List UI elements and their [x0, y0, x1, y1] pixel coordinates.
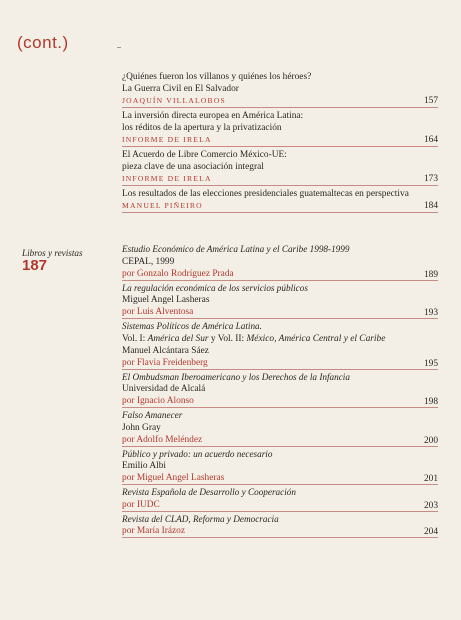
book-title: Sistemas Políticos de América Latina.	[122, 321, 262, 331]
toc-page-number: 173	[423, 174, 438, 184]
reviewer-row	[122, 434, 438, 447]
reviewer-row	[122, 499, 438, 512]
book-entry[interactable]	[122, 410, 438, 447]
toc-entry[interactable]	[122, 149, 438, 186]
volume-prefix: Vol. I:	[122, 333, 148, 344]
book-title: El Ombudsman Iberoamericano y los Derechos de la Infancia	[122, 371, 350, 382]
book-page-number: 189	[423, 269, 438, 280]
toc-title-line: La inversión directa europea en América Latina:	[122, 111, 304, 121]
book-page-number: 200	[423, 435, 438, 446]
book-author: John Gray	[122, 422, 161, 433]
toc-title-line: La Guerra Civil en El Salvador	[122, 84, 239, 94]
volume-two-title: México, América Central y el Caribe	[246, 333, 386, 344]
reviewer: por Miguel Angel Lasheras	[122, 473, 225, 483]
section-label: Libros y revistas	[22, 248, 83, 258]
reviewer-row	[122, 525, 438, 538]
book-entry[interactable]	[122, 487, 438, 512]
book-title: Revista del CLAD, Reforma y Democracia	[122, 513, 279, 524]
book-page-number: 203	[423, 500, 438, 511]
toc-page-number: 157	[423, 96, 438, 106]
book-page-number: 198	[423, 397, 438, 407]
book-page-number: 204	[423, 527, 438, 537]
toc-entry[interactable]	[122, 110, 438, 147]
reviewer-row	[122, 357, 438, 370]
book-title: Estudio Económico de América Latina y el Caribe 1998-1999	[122, 244, 350, 254]
volume-one-title: América del Sur	[147, 333, 209, 344]
book-review-list	[122, 244, 438, 539]
toc-author-row	[122, 134, 438, 147]
toc-title-line: El Acuerdo de Libre Comercio México-UE:	[122, 150, 287, 160]
reviewer: por Ignacio Alonso	[122, 396, 194, 406]
toc-title-line: pieza clave de una asociación integral	[122, 162, 264, 172]
book-entry[interactable]	[122, 244, 438, 281]
book-author: Manuel Alcántara Sáez	[122, 345, 209, 356]
book-author: CEPAL, 1999	[122, 256, 175, 267]
toc-author-row	[122, 200, 438, 213]
reviewer-row	[122, 268, 438, 281]
toc-author: MANUEL PIÑEIRO	[122, 201, 203, 210]
reviewer: por Luis Alventosa	[122, 307, 194, 317]
book-page-number: 201	[423, 474, 438, 484]
reviewer-row	[122, 395, 438, 408]
reviewer: por Flavia Freidenberg	[122, 357, 208, 368]
toc-page-number: 184	[423, 201, 438, 211]
book-title: Público y privado: un acuerdo necesario	[122, 448, 273, 459]
reviewer-row	[122, 306, 438, 319]
volume-two-prefix: y Vol. II:	[208, 333, 247, 344]
reviewer: por María Irázoz	[122, 526, 185, 536]
book-author: Universidad de Alcalá	[122, 384, 206, 394]
book-title: La regulación económica de los servicios públicos	[122, 282, 308, 293]
toc-entry[interactable]	[122, 71, 438, 108]
book-page-number: 193	[423, 308, 438, 318]
reviewer: por Adolfo Meléndez	[122, 434, 203, 445]
toc-title-line: ¿Quiénes fueron los villanos y quiénes los héroes?	[122, 72, 312, 82]
book-entry[interactable]	[122, 449, 438, 486]
reviewer-row	[122, 472, 438, 485]
book-author: Emilio Albi	[122, 461, 167, 471]
book-entry[interactable]	[122, 283, 438, 320]
toc-title-line: los réditos de la apertura y la privatización	[122, 123, 282, 133]
divider-mark	[117, 47, 121, 48]
reviewer: por Gonzalo Rodríguez Prada	[122, 268, 234, 279]
book-subtitle	[122, 333, 438, 345]
toc-title-line: Los resultados de las elecciones presidenciales guatemaltecas en perspectiva	[122, 189, 409, 199]
toc-entry[interactable]	[122, 188, 438, 213]
book-title: Revista Española de Desarrollo y Cooperación	[122, 487, 296, 497]
book-entry[interactable]	[122, 514, 438, 539]
book-title: Falso Amanecer	[122, 410, 183, 420]
section-page-number: 187	[22, 257, 48, 274]
toc-author: INFORME DE IRELA	[122, 174, 212, 183]
book-page-number: 195	[423, 358, 438, 369]
toc-author-row	[122, 95, 438, 108]
reviewer: por IUDC	[122, 499, 160, 510]
cont-label: (cont.)	[17, 33, 69, 52]
toc-page-number: 164	[423, 135, 438, 145]
toc-list	[122, 71, 438, 214]
book-entry[interactable]	[122, 372, 438, 409]
toc-author: JOAQUÍN VILLALOBOS	[122, 96, 226, 105]
book-entry[interactable]	[122, 321, 438, 370]
toc-author-row	[122, 173, 438, 186]
book-author: Miguel Angel Lasheras	[122, 295, 210, 305]
toc-author: INFORME DE IRELA	[122, 135, 212, 144]
